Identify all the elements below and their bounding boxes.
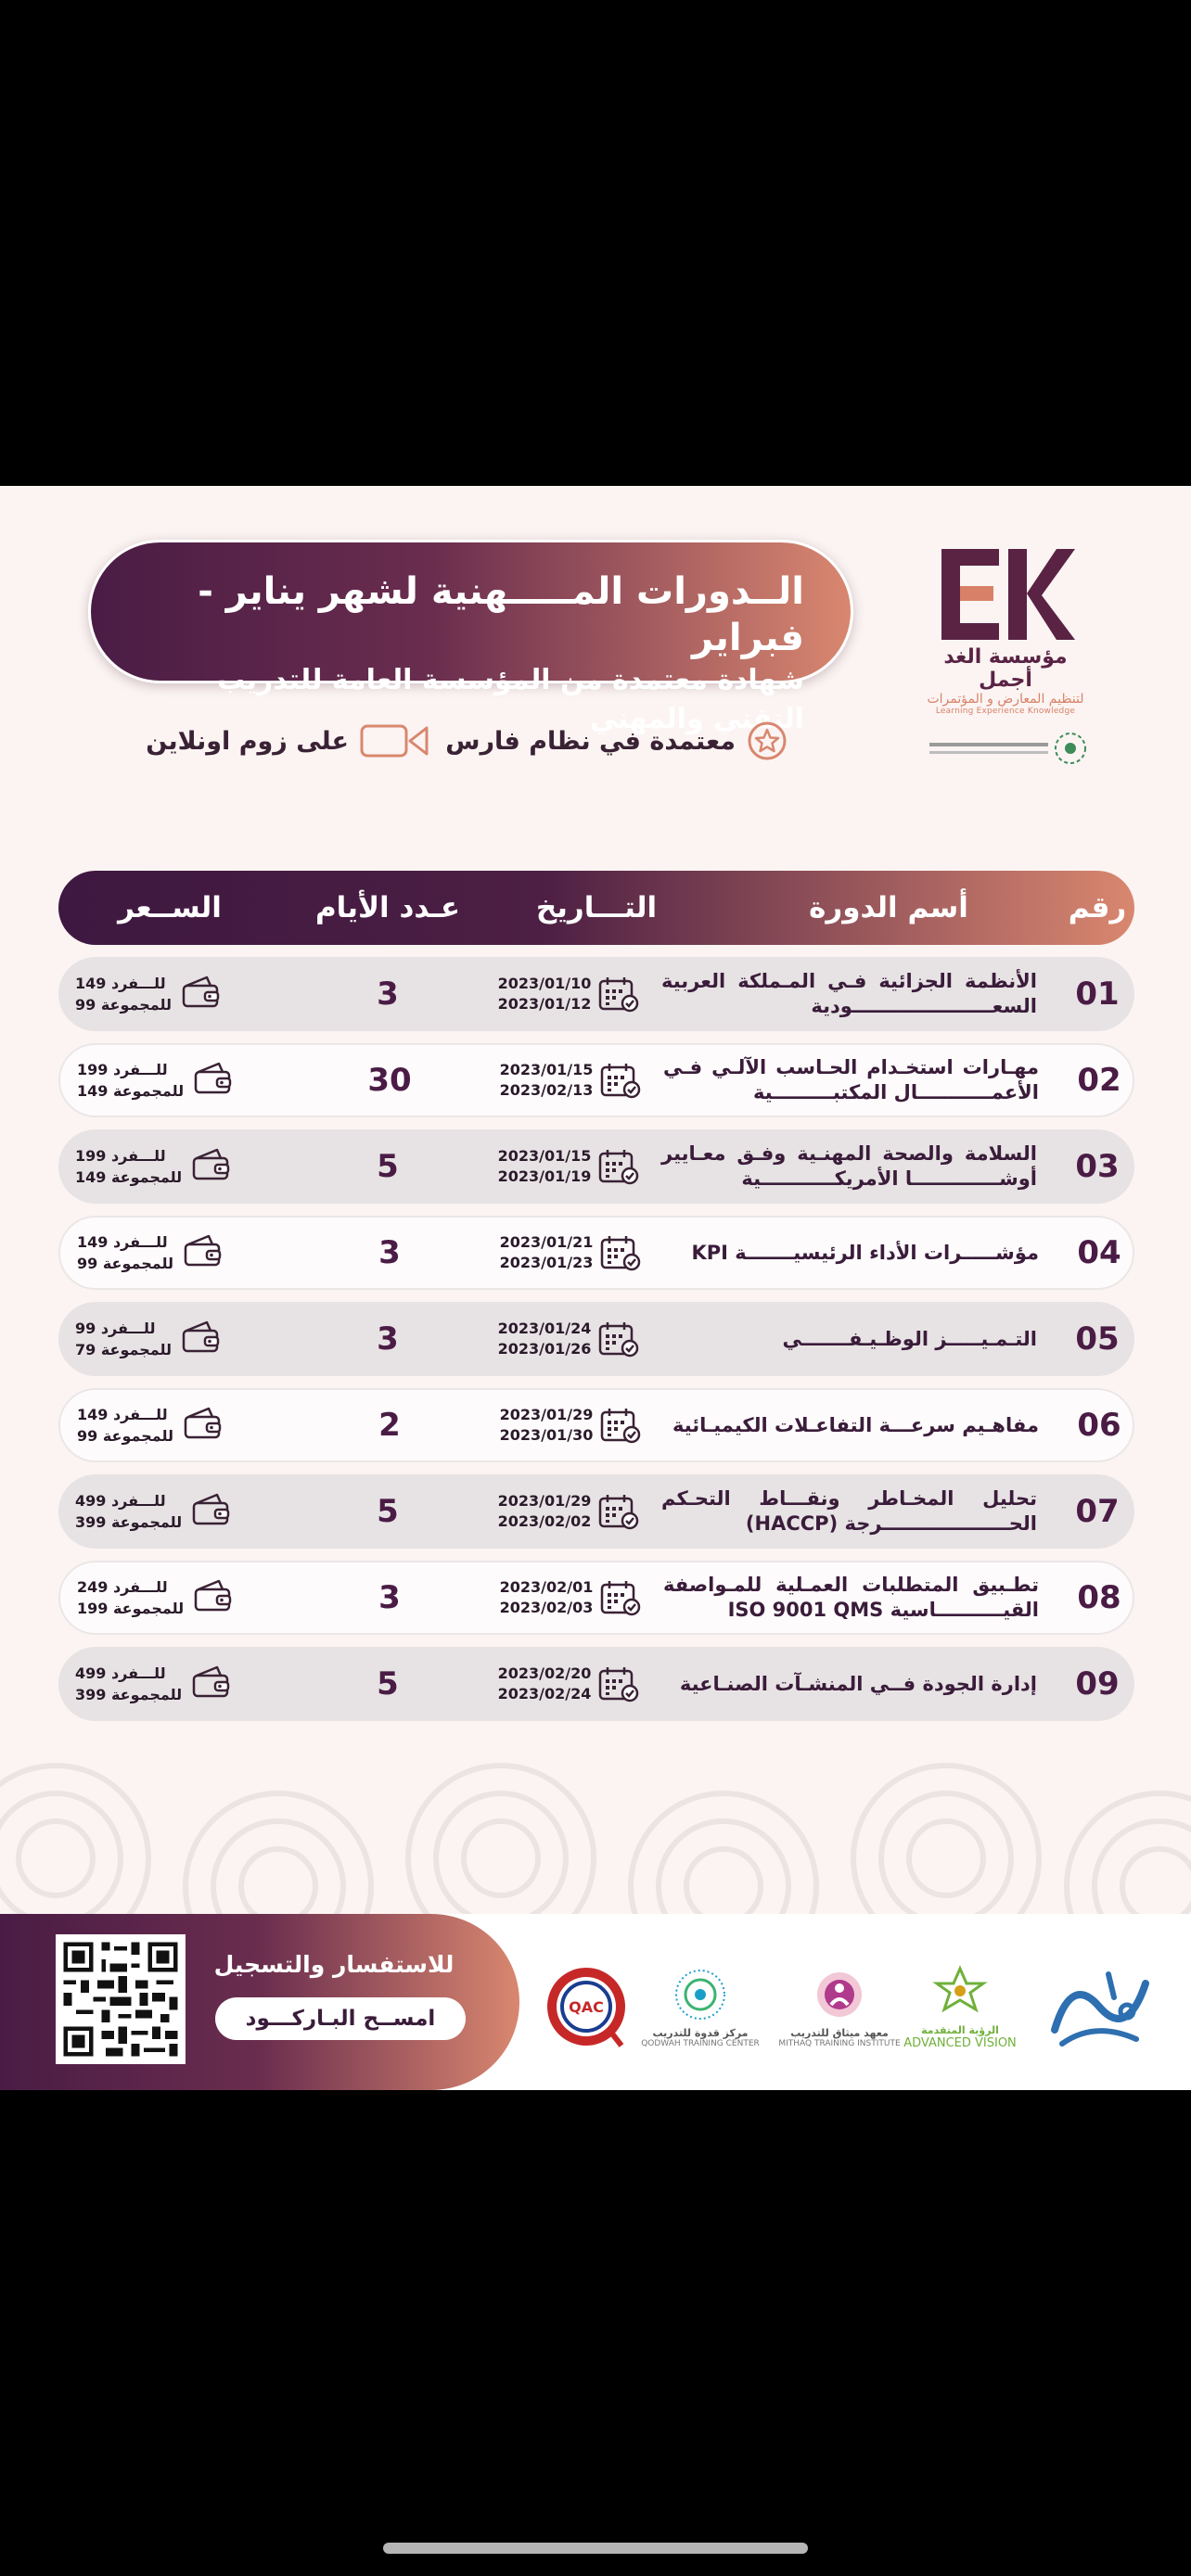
- calendar-icon: [598, 1320, 639, 1358]
- cta-title: للاستفسار والتسجيل: [213, 1951, 455, 1978]
- table-row: [58, 1561, 1134, 1635]
- course-days: 30: [367, 1062, 412, 1099]
- end-date: 2023/01/23: [499, 1254, 594, 1271]
- course-name-text: مؤشـــــرات الأداء الرئيسيـــــــة KPI: [691, 1241, 1039, 1264]
- wallet-icon: [181, 975, 222, 1010]
- course-days: 2: [378, 1407, 401, 1444]
- wallet-icon-wrap: [181, 1320, 222, 1358]
- page-title: الــدورات المـــــهنية لشهر يناير - فبراير: [198, 570, 804, 659]
- scan-barcode-button[interactable]: امســح البـاركـــود: [215, 1997, 466, 2040]
- partner-rayhan: [1039, 1951, 1169, 2062]
- course-poster: [0, 486, 1191, 2090]
- course-name-text: تطـبيق المتطلبات العمـلية للمـواصفة القيــــــــــاسية ISO 9001 QMS: [663, 1574, 1039, 1621]
- end-date: 2023/02/02: [497, 1512, 592, 1530]
- ek-logo-icon: [936, 542, 1075, 644]
- course-dates: [468, 1390, 672, 1460]
- price-group: 149 للمجموعة: [77, 1082, 185, 1100]
- start-date: 2023/01/21: [499, 1233, 594, 1251]
- wallet-icon: [191, 1147, 232, 1182]
- course-name-text: إدارة الجودة فــي المنشـآت الصنـاعية: [679, 1672, 1037, 1695]
- feature-zoom: [146, 720, 430, 762]
- qac-logo-text: QAC: [569, 1998, 604, 2016]
- partner-mithaq: [775, 1951, 904, 2062]
- course-days: 5: [377, 1148, 399, 1185]
- header-course-name: أسم الدورة: [809, 891, 968, 925]
- course-price: [75, 1129, 261, 1204]
- feature-faris-label: معتمدة في نظام فارس: [445, 726, 736, 756]
- price-single: 149 للـــفرد: [77, 1233, 168, 1251]
- course-price: [75, 957, 261, 1031]
- qr-code[interactable]: [56, 1934, 186, 2064]
- calendar-icon: [598, 1493, 639, 1530]
- price-group: 99 للمجموعة: [77, 1427, 174, 1445]
- end-date: 2023/02/03: [499, 1599, 594, 1616]
- price-single: 499 للـــفرد: [75, 1492, 166, 1510]
- course-name-text: مهـارات استخـدام الحـاسب الآلـي فـي الأعمـــــــــــال المكتبـــــــــية: [663, 1056, 1039, 1103]
- wallet-icon-wrap: [191, 1664, 232, 1703]
- feature-zoom-label: على زوم اونلاين: [146, 726, 349, 756]
- wallet-icon-wrap: [191, 1492, 232, 1531]
- wallet-icon-wrap: [183, 1233, 224, 1272]
- header-days: عـدد الأيام: [314, 891, 461, 925]
- wallet-icon: [193, 1578, 234, 1613]
- table-row: [58, 1647, 1134, 1721]
- brand-logo: [922, 542, 1089, 768]
- course-number: 01: [1075, 976, 1120, 1013]
- course-number: 08: [1077, 1579, 1121, 1616]
- course-price: [77, 1562, 263, 1633]
- advanced-vision-logo-icon: [928, 1963, 992, 2021]
- end-date: 2023/01/30: [499, 1426, 594, 1444]
- wallet-icon-wrap: [193, 1061, 234, 1100]
- course-number: 02: [1077, 1062, 1121, 1099]
- course-name: [663, 1390, 1039, 1460]
- course-dates: [467, 957, 671, 1031]
- course-days: 3: [378, 1579, 401, 1616]
- course-name-text: مفاهـيم سرعـــة التفاعـلات الكيميـائية: [672, 1413, 1039, 1436]
- wallet-icon-wrap: [191, 1147, 232, 1186]
- course-number: 06: [1077, 1407, 1121, 1444]
- mithaq-logo-icon: [807, 1966, 872, 2023]
- start-date: 2023/01/29: [497, 1492, 592, 1510]
- table-row: [58, 1216, 1134, 1290]
- price-single: 149 للـــفرد: [75, 975, 166, 992]
- partner-mithaq-en: MITHAQ TRAINING INSTITUTE: [778, 2038, 901, 2048]
- calendar-icon: [598, 1148, 639, 1185]
- price-single: 199 للـــفرد: [75, 1147, 166, 1165]
- course-name: [663, 1562, 1039, 1633]
- course-days: 3: [377, 976, 399, 1013]
- wallet-icon-wrap: [181, 975, 222, 1014]
- wallet-icon-wrap: [183, 1406, 224, 1445]
- course-name: [661, 1647, 1037, 1721]
- partner-advanced-vision-en: ADVANCED VISION: [903, 2036, 1017, 2050]
- table-row: [58, 1474, 1134, 1549]
- course-number: 03: [1075, 1148, 1120, 1185]
- feature-faris: [445, 720, 788, 762]
- course-name: [661, 1129, 1037, 1204]
- video-camera-icon: [360, 722, 430, 759]
- course-number: 07: [1075, 1493, 1120, 1530]
- course-name: [661, 957, 1037, 1031]
- page-subtitle: شهادة معتمدة من المؤسسة العامة للتدريب التقني والمهني: [217, 664, 804, 735]
- price-single: 249 للـــفرد: [77, 1578, 168, 1596]
- table-row: [58, 1043, 1134, 1117]
- price-single: 199 للـــفرد: [77, 1061, 168, 1078]
- price-group: 399 للمجموعة: [75, 1686, 183, 1703]
- price-group: 149 للمجموعة: [75, 1168, 183, 1186]
- partner-qodwah: [640, 1951, 761, 2062]
- price-group: 399 للمجموعة: [75, 1513, 183, 1531]
- calendar-icon: [598, 976, 639, 1013]
- header-number: رقم: [1068, 891, 1127, 925]
- wallet-icon: [191, 1492, 232, 1527]
- price-group: 99 للمجموعة: [75, 996, 173, 1014]
- course-days: 5: [377, 1493, 399, 1530]
- price-group: 199 للمجموعة: [77, 1600, 185, 1617]
- course-dates: [467, 1129, 671, 1204]
- end-date: 2023/02/24: [497, 1685, 592, 1702]
- start-date: 2023/02/20: [497, 1664, 592, 1682]
- price-single: 499 للـــفرد: [75, 1664, 166, 1682]
- wallet-icon-wrap: [193, 1578, 234, 1617]
- wallet-icon: [193, 1061, 234, 1096]
- course-price: [75, 1302, 261, 1376]
- header-date: التـــاريخ: [535, 891, 658, 925]
- table-row: [58, 1302, 1134, 1376]
- course-price: [77, 1045, 263, 1116]
- price-group: 99 للمجموعة: [77, 1255, 174, 1272]
- price-group: 79 للمجموعة: [75, 1341, 173, 1358]
- course-number: 09: [1075, 1665, 1120, 1702]
- calendar-icon: [598, 1665, 639, 1702]
- header-price: الســعر: [118, 891, 222, 925]
- table-row: [58, 1388, 1134, 1462]
- start-date: 2023/01/29: [499, 1406, 594, 1423]
- government-seal-icon: [922, 729, 1089, 768]
- course-dates: [468, 1045, 672, 1116]
- wallet-icon: [183, 1233, 224, 1269]
- brand-english: Learning Experience Knowledge: [935, 707, 1076, 716]
- course-name: [663, 1218, 1039, 1288]
- course-dates: [468, 1218, 672, 1288]
- price-single: 99 للـــفرد: [75, 1320, 156, 1337]
- title-banner: [88, 540, 853, 735]
- brand-name: مؤسسة الغد أجمل: [943, 645, 1068, 692]
- course-number: 04: [1077, 1234, 1121, 1271]
- start-date: 2023/01/15: [499, 1061, 594, 1078]
- table-row: [58, 957, 1134, 1031]
- start-date: 2023/01/10: [497, 975, 592, 992]
- course-price: [77, 1390, 263, 1460]
- brand-tagline: لتنظيم المعارض و المؤتمرات: [927, 692, 1084, 707]
- course-price: [75, 1647, 261, 1721]
- partner-mithaq-name: معهد ميثاق للتدريب: [790, 2026, 889, 2039]
- table-header: [58, 871, 1134, 945]
- home-indicator[interactable]: [383, 2543, 808, 2554]
- start-date: 2023/02/01: [499, 1578, 594, 1596]
- course-dates: [468, 1562, 672, 1633]
- calendar-icon: [600, 1234, 641, 1271]
- start-date: 2023/01/24: [497, 1320, 592, 1337]
- partner-advanced-vision-name: الرؤية المتقدمة: [921, 2024, 999, 2036]
- partner-qac: [540, 1951, 633, 2062]
- partner-advanced-vision: [900, 1951, 1020, 2062]
- calligraphy-logo-icon: [1044, 1956, 1164, 2058]
- calendar-icon: [600, 1579, 641, 1616]
- wallet-icon: [191, 1664, 232, 1700]
- wallet-icon: [181, 1320, 222, 1355]
- course-price: [75, 1474, 261, 1549]
- course-price: [77, 1218, 263, 1288]
- end-date: 2023/02/13: [499, 1081, 594, 1099]
- wallet-icon: [183, 1406, 224, 1441]
- course-number: 05: [1075, 1320, 1120, 1358]
- partner-qodwah-name: مركز قدوة للتدريب: [652, 2026, 749, 2039]
- course-dates: [467, 1302, 671, 1376]
- course-name: [663, 1045, 1039, 1116]
- course-name-text: التـمـيـــــز الوظـيـفـــــــي: [782, 1327, 1037, 1350]
- end-date: 2023/01/19: [497, 1167, 592, 1185]
- qac-logo-icon: [544, 1964, 629, 2049]
- course-days: 3: [377, 1320, 399, 1358]
- course-name-text: السلامة والصحة المهنـية وفـق معـايير أوشـــــــــــــا الأمريكـــــــــــية: [661, 1142, 1037, 1190]
- course-name-text: الأنظمة الجزائية فـي المـملكة العربية السعـــــــــــــــــــــودية: [661, 970, 1037, 1017]
- course-dates: [467, 1647, 671, 1721]
- partner-qodwah-en: QODWAH TRAINING CENTER: [641, 2038, 760, 2048]
- start-date: 2023/01/15: [497, 1147, 592, 1165]
- calendar-icon: [600, 1407, 641, 1444]
- star-badge-icon: [747, 721, 788, 761]
- calendar-icon: [600, 1062, 641, 1099]
- end-date: 2023/01/26: [497, 1340, 592, 1358]
- end-date: 2023/01/12: [497, 995, 592, 1013]
- course-days: 5: [377, 1665, 399, 1702]
- course-days: 3: [378, 1234, 401, 1271]
- table-row: [58, 1129, 1134, 1204]
- course-name-text: تحليل المخـاطر ونقـــاط التحـكم الحـــــــــــــــــــرجة (HACCP): [661, 1487, 1037, 1535]
- course-name: [661, 1474, 1037, 1549]
- course-dates: [467, 1474, 671, 1549]
- course-name: [661, 1302, 1037, 1376]
- price-single: 149 للـــفرد: [77, 1406, 168, 1423]
- qodwah-logo-icon: [668, 1966, 733, 2023]
